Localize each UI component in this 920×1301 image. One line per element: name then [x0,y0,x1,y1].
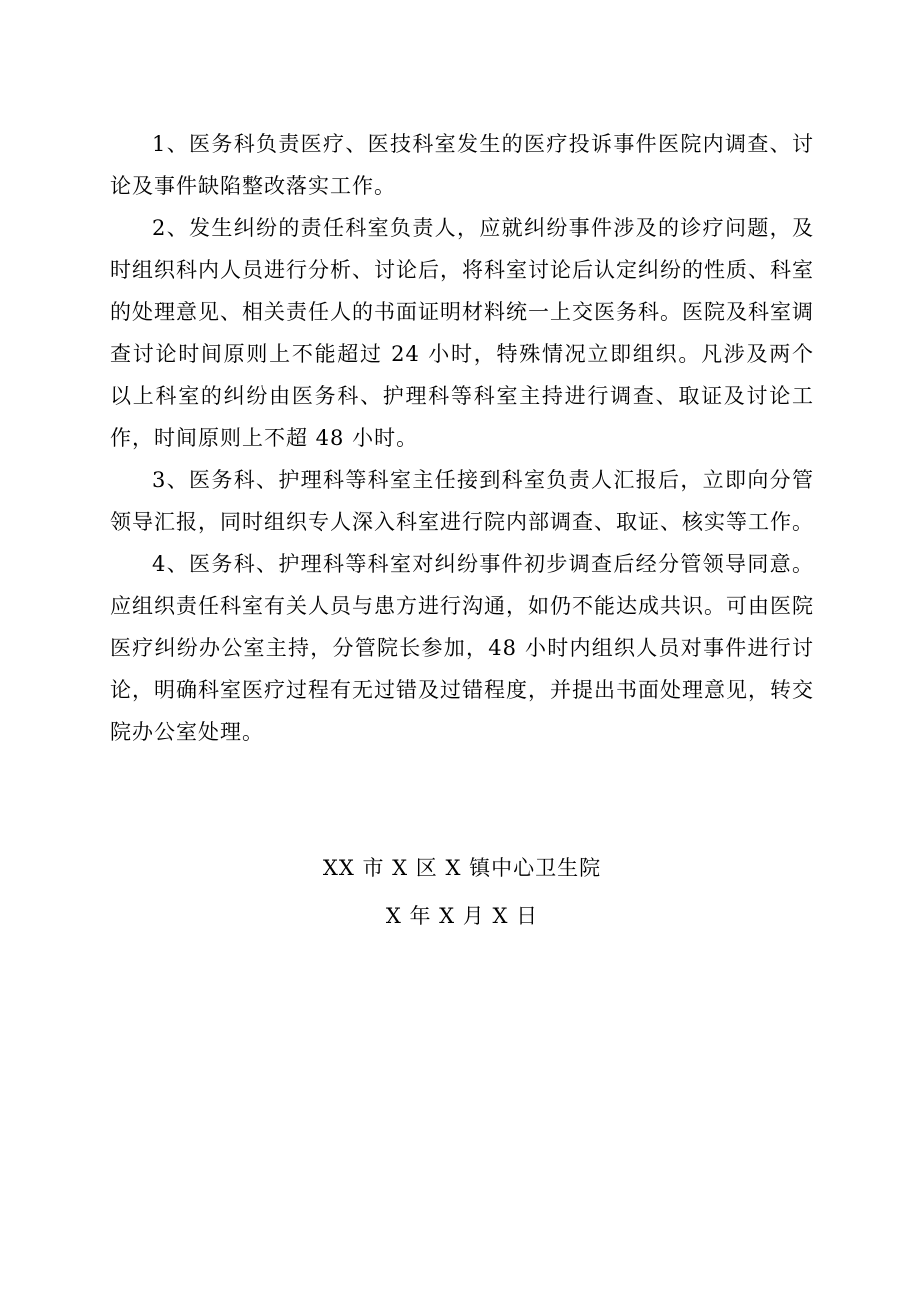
signature-organization: XX 市 X 区 X 镇中心卫生院 [322,856,602,880]
document-body [110,123,814,753]
paragraph-2: 2、发生纠纷的责任科室负责人，应就纠纷事件涉及的诊疗问题，及时组织科内人员进行分析、讨论后，将科室讨论后认定纠纷的性质、科室的处理意见、相关责任人的书面证明材料统一上交医务科。医院及科室调查讨论时间原则上不能超过 24 小时，特殊情况立即组织。凡涉及两个以上科室的纠纷由医务科、护理科等科室主持进行调查、取证及讨论工作，时间原则上不超 48 小时。 [110,216,814,450]
signature-date: X 年 X 月 X 日 [385,904,539,928]
paragraph-4: 4、医务科、护理科等科室对纠纷事件初步调查后经分管领导同意。应组织责任科室有关人员与患方进行沟通，如仍不能达成共识。可由医院医疗纠纷办公室主持，分管院长参加，48 小时内组织人员对事件进行讨论，明确科室医疗过程有无过错及过错程度，并提出书面处理意见，转交院办公室处理。 [110,552,814,744]
paragraph-3: 3、医务科、护理科等科室主任接到科室负责人汇报后，立即向分管领导汇报，同时组织专人深入科室进行院内部调查、取证、核实等工作。 [110,468,814,534]
paragraph-1: 1、医务科负责医疗、医技科室发生的医疗投诉事件医院内调查、讨论及事件缺陷整改落实工作。 [110,132,814,198]
